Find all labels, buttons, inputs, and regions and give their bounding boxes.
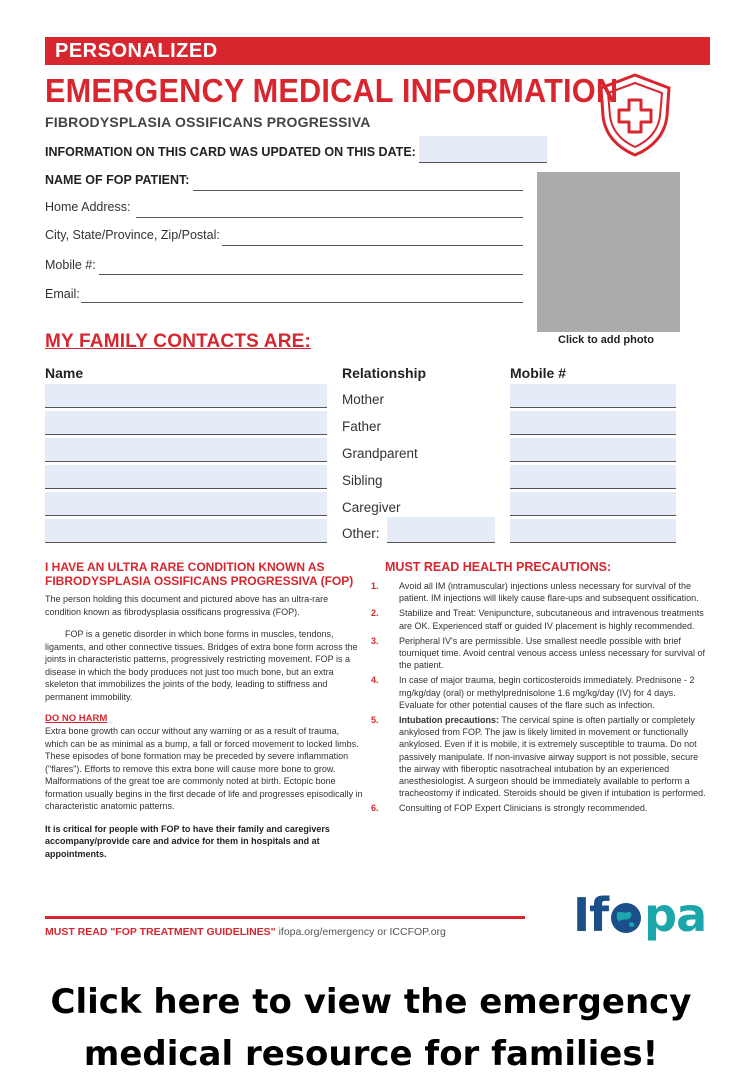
personalized-banner: PERSONALIZED xyxy=(45,37,710,65)
footer-guidelines xyxy=(45,926,446,938)
condition-paragraph-4: It is critical for people with FOP to have their family and caregivers accompany/provide care and advice for them in hospitals and at appointments. xyxy=(45,823,330,859)
relationship-sibling: Sibling xyxy=(342,473,383,488)
city-field[interactable] xyxy=(222,245,523,246)
contact-name-field[interactable] xyxy=(45,438,327,462)
do-no-harm-heading: DO NO HARM xyxy=(45,713,108,724)
contacts-name-header: Name xyxy=(45,365,84,381)
contact-name-field[interactable] xyxy=(45,492,327,516)
contact-mobile-field[interactable] xyxy=(510,438,676,462)
precaution-item: 6. Consulting of FOP Expert Clinicians is strongly recommended. xyxy=(371,803,648,814)
contact-mobile-field[interactable] xyxy=(510,465,676,489)
relationship-other: Other: xyxy=(342,526,380,541)
updated-date-field[interactable] xyxy=(419,136,547,163)
mobile-field[interactable] xyxy=(99,274,523,275)
patient-name-label: NAME OF FOP PATIENT: xyxy=(45,173,190,187)
precaution-item: 2. Stabilize and Treat: Venipuncture, subcutaneous and intravenous treatments are OK. Experienced staff or guided IV placement is highly recommended. xyxy=(371,608,704,631)
photo-caption: Click to add photo xyxy=(558,334,654,346)
city-label: City, State/Province, Zip/Postal: xyxy=(45,228,220,242)
contact-mobile-field[interactable] xyxy=(510,519,676,543)
condition-paragraph-1: The person holding this document and pictured above has an ultra-rare condition known as fibrodysplasia ossificans progressiva (FOP). xyxy=(45,594,329,617)
contacts-mobile-header: Mobile # xyxy=(510,365,567,381)
condition-paragraph-2: FOP is a genetic disorder in which bone forms in muscles, tendons, ligaments, and other connective tissues. Bridges of extra bone form across the joints in characteristic patterns, progressively restricting movement. FOP is a disease in which the body produces not just too much bone, but an extra skeleton that immobilizes the joints of the body, leading to stiffness and permanent immobility. xyxy=(45,629,358,702)
updated-date-label: INFORMATION ON THIS CARD WAS UPDATED ON THIS DATE: xyxy=(45,145,416,159)
patient-name-field[interactable] xyxy=(193,190,523,191)
footer-links[interactable]: ifopa.org/emergency or ICCFOP.org xyxy=(278,926,446,938)
contact-name-field[interactable] xyxy=(45,519,327,543)
relationship-mother: Mother xyxy=(342,392,385,407)
precautions-list xyxy=(371,580,710,815)
condition-paragraph-3: Extra bone growth can occur without any warning or as a result of trauma, which can be as minimal as a bump, a fall or forced movement to locked limbs. These episodes of bone formation may be preceded by severe inflammation ("flares"). Efforts to remove this extra bone will cause more bone to grow. Malformations of the great toe are commonly noted at birth. Ectopic bone formation usually begins in the first decade of life and progresses episodically in characteristic anatomic patterns. xyxy=(45,726,363,811)
contacts-relationship-header: Relationship xyxy=(342,365,427,381)
precaution-item: 4. In case of major trauma, begin corticosteroids immediately. Prednisone - 2 mg/kg/day (oral) or methylprednisolone 1.6 mg/kg/day (IV) for 4 days. Evaluate for other potential causes of the flare such as infection. xyxy=(371,675,695,710)
contact-name-field[interactable] xyxy=(45,465,327,489)
precaution-item: 3. Peripheral IV's are permissible. Use smallest needle possible with brief tourniquet time. Avoid central venous access unless necessary for survival of the patient. xyxy=(371,635,705,671)
globe-icon xyxy=(609,901,643,935)
contact-name-field[interactable] xyxy=(45,384,327,408)
relationship-caregiver: Caregiver xyxy=(342,500,401,515)
relationship-grandparent: Grandparent xyxy=(342,446,418,461)
page-title: EMERGENCY MEDICAL INFORMATION xyxy=(45,72,619,109)
other-relationship-field[interactable] xyxy=(387,517,495,543)
family-contacts-title: MY FAMILY CONTACTS ARE: xyxy=(45,331,312,352)
contact-mobile-field[interactable] xyxy=(510,411,676,435)
precautions-heading: MUST READ HEALTH PRECAUTIONS: xyxy=(385,560,612,574)
cta-line-2[interactable]: medical resource for families! xyxy=(83,1034,659,1074)
footer-divider xyxy=(45,916,525,919)
relationship-father: Father xyxy=(342,419,382,434)
cta-line-1[interactable]: Click here to view the emergency xyxy=(50,982,692,1022)
mobile-label: Mobile #: xyxy=(45,258,96,272)
precautions-section xyxy=(371,560,710,818)
contact-mobile-field[interactable] xyxy=(510,384,676,408)
condition-heading: I HAVE AN ULTRA RARE CONDITION KNOWN AS FIBRODYSPLASIA OSSIFICANS PROGRESSIVA (FOP) xyxy=(45,560,354,588)
home-address-field[interactable] xyxy=(136,217,523,218)
contact-name-field[interactable] xyxy=(45,411,327,435)
photo-placeholder[interactable] xyxy=(537,172,680,332)
precaution-item: 1. Avoid all IM (intramuscular) injections unless necessary for survival of the patient. IM injections will likely cause flare-ups and subsequent ossification. xyxy=(371,581,699,604)
email-label: Email: xyxy=(45,287,80,301)
ifopa-logo: If pa xyxy=(573,888,707,942)
contact-mobile-field[interactable] xyxy=(510,492,676,516)
precaution-item: 5. Intubation precautions: The cervical spine is often partially or completely ankylosed from FOP. The jaw is likely limited in movement or functionally ankylosed. Even if it is mobile, it is extremely susceptible to trauma. Do not passively manipulate. If non-invasive airway support is not possible, secure the airway with fiberoptic nasotracheal intubation by an experienced anesthesiologist. A surgeon should be immediately available to perform a tracheostomy if indicated. Steroids should be given if intubation is performed. xyxy=(371,715,706,799)
condition-section xyxy=(45,560,363,860)
home-address-label: Home Address: xyxy=(45,200,131,214)
footer-must-read: MUST READ "FOP TREATMENT GUIDELINES" xyxy=(45,926,276,938)
medical-shield-icon xyxy=(596,72,674,158)
page-subtitle: FIBRODYSPLASIA OSSIFICANS PROGRESSIVA xyxy=(45,114,371,130)
email-field[interactable] xyxy=(81,302,523,303)
